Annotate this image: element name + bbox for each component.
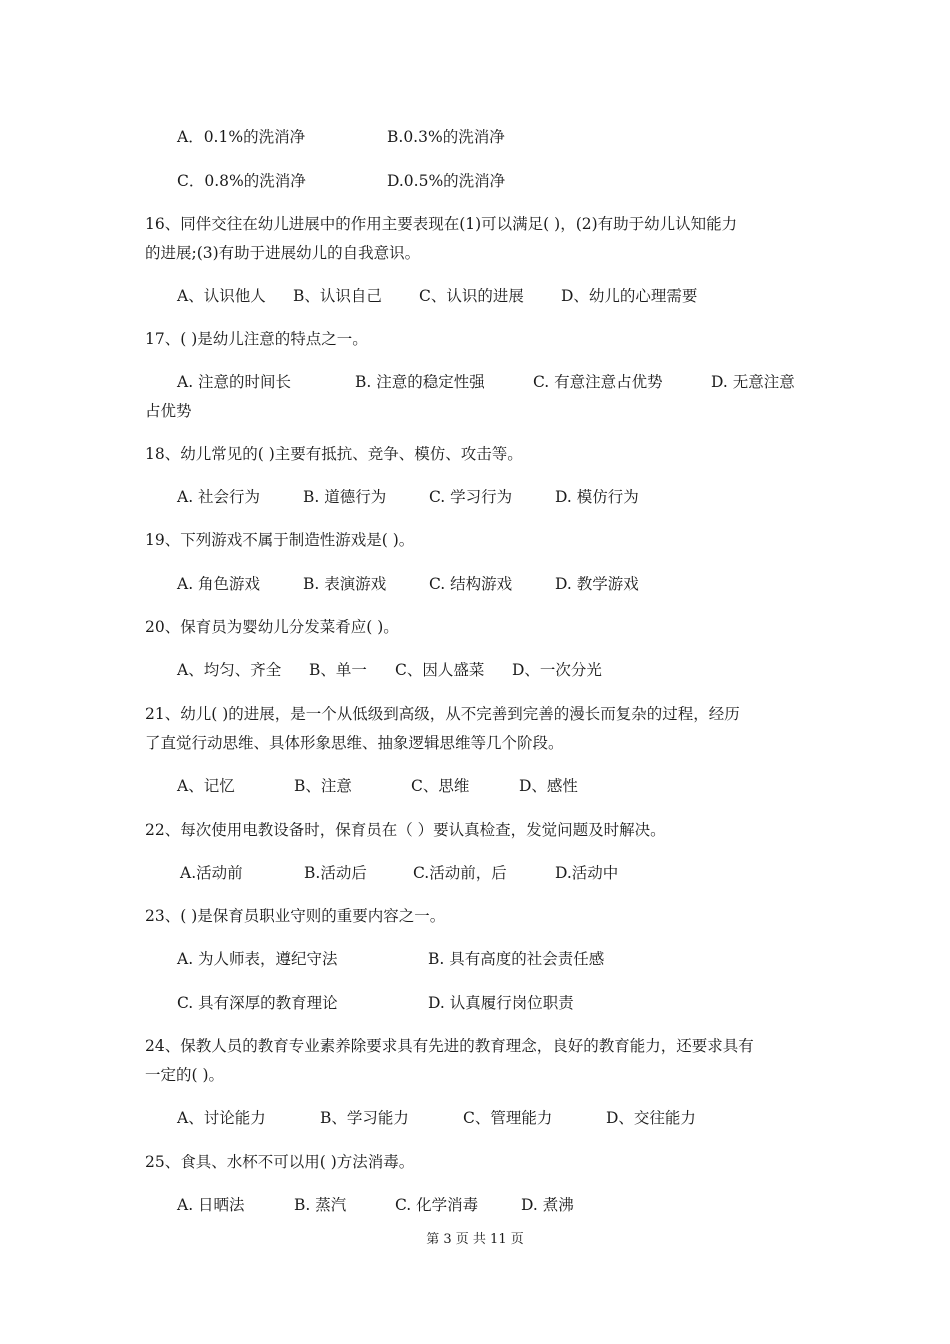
q20-options [177, 660, 810, 680]
q22-options [180, 863, 810, 883]
q24-options [177, 1108, 810, 1128]
q16-stem-line1: 16、同伴交往在幼儿进展中的作用主要表现在(1)可以满足( )，(2)有助于幼儿认知能力 [145, 215, 738, 233]
option-a: A．0.1%的洗消净 [177, 128, 306, 146]
option-c: C. 学习行为 [429, 488, 513, 506]
q18-stem: 18、幼儿常见的( )主要有抵抗、竞争、模仿、攻击等。 [145, 445, 523, 463]
q16-stem-line2: 的进展;(3)有助于进展幼儿的自我意识。 [145, 244, 421, 262]
q24-stem-line2: 一定的( )。 [145, 1066, 225, 1084]
q23-stem: 23、( )是保育员职业守则的重要内容之一。 [145, 907, 446, 925]
option-a: A、认识他人 [177, 287, 266, 305]
option-b: B、学习能力 [320, 1109, 409, 1127]
q17-stem: 17、( )是幼儿注意的特点之一。 [145, 330, 368, 348]
q21-options [177, 776, 810, 796]
option-a: A. 角色游戏 [177, 575, 261, 593]
option-c: C. 具有深厚的教育理论 [177, 994, 338, 1012]
q18-options [177, 487, 810, 507]
q19-stem: 19、下列游戏不属于制造性游戏是( )。 [145, 531, 415, 549]
option-d: D. 煮沸 [521, 1196, 574, 1214]
option-a: A、讨论能力 [177, 1109, 266, 1127]
option-a: A、记忆 [177, 777, 235, 795]
q25-options [177, 1195, 810, 1215]
option-a: A. 注意的时间长 [177, 373, 292, 391]
option-d: D. 模仿行为 [555, 488, 639, 506]
option-d: D、交往能力 [606, 1109, 696, 1127]
option-c: C.活动前，后 [413, 864, 507, 882]
q23-options-row1 [177, 949, 810, 969]
option-c: C. 有意注意占优势 [533, 373, 663, 391]
option-c: C. 结构游戏 [429, 575, 513, 593]
option-c: C. 化学消毒 [395, 1196, 479, 1214]
q15-options-row1 [177, 127, 810, 147]
q21-stem-line2: 了直觉行动思维、具体形象思维、抽象逻辑思维等几个阶段。 [145, 734, 564, 752]
option-a: A. 日晒法 [177, 1196, 245, 1214]
option-d: D、幼儿的心理需要 [561, 287, 698, 305]
option-d: D.0.5%的洗消净 [387, 172, 506, 190]
q25-stem: 25、食具、水杯不可以用( )方法消毒。 [145, 1153, 415, 1171]
option-b: B、单一 [309, 661, 367, 679]
option-c: C．0.8%的洗消净 [177, 172, 306, 190]
option-d: D. 教学游戏 [555, 575, 639, 593]
q23-options-row2 [177, 993, 810, 1013]
option-d: D、感性 [519, 777, 578, 795]
q24-stem-line1: 24、保教人员的教育专业素养除要求具有先进的教育理念，良好的教育能力，还要求具有 [145, 1037, 754, 1055]
q20-stem: 20、保育员为婴幼儿分发菜肴应( )。 [145, 618, 399, 636]
q15-options-row2 [177, 171, 810, 191]
option-c: C、管理能力 [463, 1109, 553, 1127]
option-b: B. 注意的稳定性强 [355, 373, 485, 391]
option-b: B. 道德行为 [303, 488, 387, 506]
option-d: D、一次分光 [512, 661, 602, 679]
option-a: A.活动前 [180, 864, 243, 882]
option-a: A. 社会行为 [177, 488, 261, 506]
option-b: B. 具有高度的社会责任感 [428, 950, 605, 968]
page-footer: 第 3 页 共 11 页 [426, 1232, 524, 1247]
q16-options [177, 286, 810, 306]
q21-stem-line1: 21、幼儿( )的进展，是一个从低级到高级，从不完善到完善的漫长而复杂的过程，经历 [145, 705, 740, 723]
option-b: B. 蒸汽 [294, 1196, 347, 1214]
option-a: A. 为人师表，遵纪守法 [177, 950, 338, 968]
option-d: D. 无意注意 [711, 373, 795, 391]
q17-option-wrap: 占优势 [145, 402, 192, 420]
q17-options [177, 372, 810, 392]
option-a: A、均匀、齐全 [177, 661, 282, 679]
option-b: B、认识自己 [293, 287, 382, 305]
option-b: B.活动后 [304, 864, 367, 882]
option-c: C、因人盛菜 [395, 661, 485, 679]
option-b: B. 表演游戏 [303, 575, 387, 593]
option-c: C、认识的进展 [419, 287, 524, 305]
option-c: C、思维 [411, 777, 470, 795]
option-b: B.0.3%的洗消净 [387, 128, 505, 146]
option-d: D. 认真履行岗位职责 [428, 994, 574, 1012]
option-b: B、注意 [294, 777, 352, 795]
q19-options [177, 574, 810, 594]
option-d: D.活动中 [555, 864, 619, 882]
q22-stem: 22、每次使用电教设备时，保育员在（ ）要认真检查，发觉问题及时解决。 [145, 821, 666, 839]
